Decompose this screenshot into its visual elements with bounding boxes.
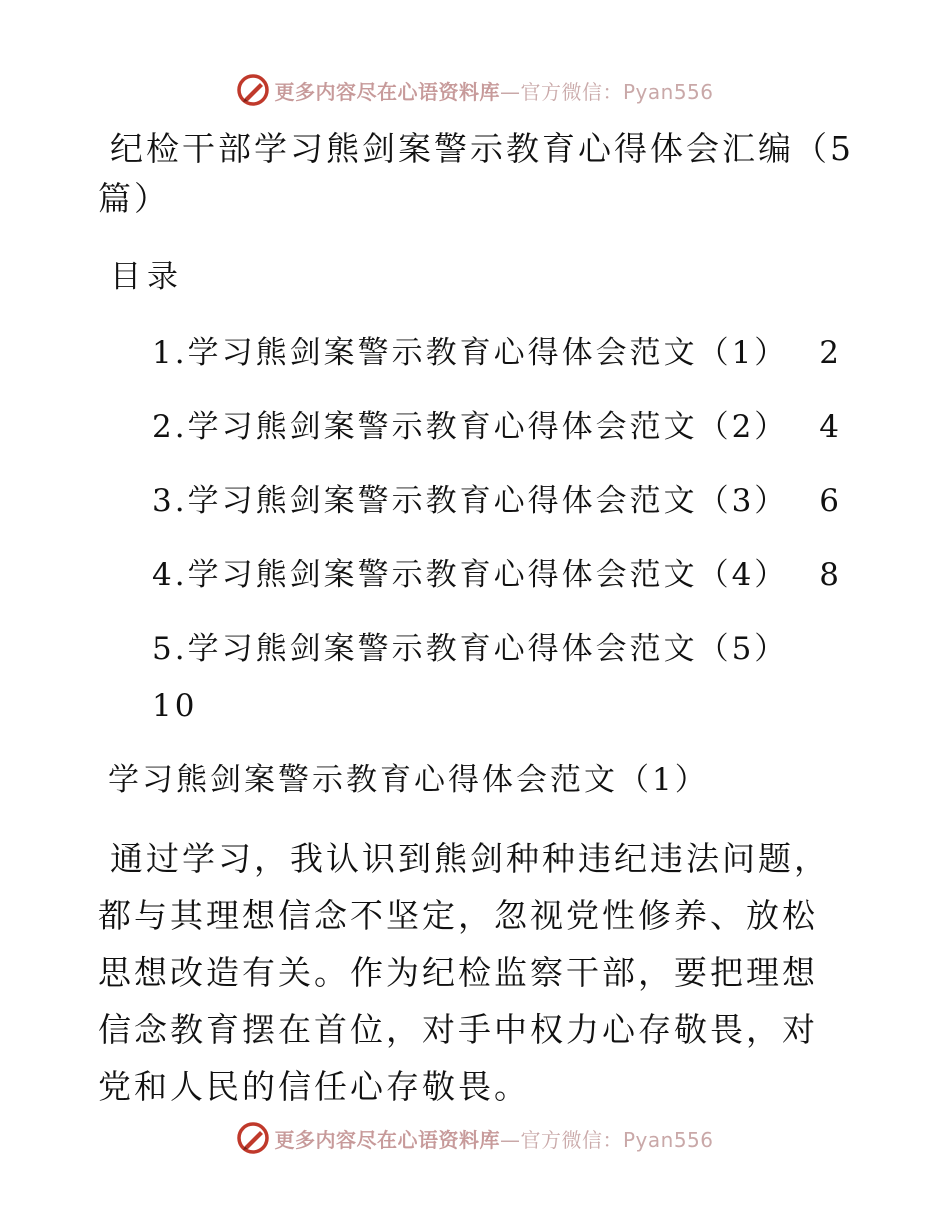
watermark-wechat-label: 官方微信： — [520, 1127, 623, 1152]
watermark-separator: — — [499, 79, 521, 104]
toc-item-page: 10 — [152, 688, 198, 724]
watermark-main: 更多内容尽在心语资料库 — [274, 1127, 500, 1152]
watermark-banner-top — [0, 70, 950, 110]
toc-item-label: 1.学习熊剑案警示教育心得体会范文（1） — [152, 335, 789, 371]
toc-item-1[interactable] — [152, 330, 842, 404]
toc-item-2[interactable] — [152, 404, 842, 478]
watermark-banner-bottom — [0, 1118, 950, 1158]
toc-item-page: 4 — [819, 409, 842, 445]
toc-item-page: 6 — [819, 483, 842, 519]
table-of-contents — [152, 330, 842, 724]
toc-item-4[interactable] — [152, 552, 842, 626]
toc-item-label: 2.学习熊剑案警示教育心得体会范文（2） — [152, 409, 789, 445]
toc-item-label: 5.学习熊剑案警示教育心得体会范文（5） — [152, 631, 789, 667]
toc-item-page: 8 — [819, 557, 842, 593]
toc-item-page: 2 — [819, 335, 842, 371]
body-paragraph: 通过学习，我认识到熊剑种种违纪违法问题，都与其理想信念不坚定，忽视党性修养、放松思想改造有关。作为纪检监察干部，要把理想信念教育摆在首位，对手中权力心存敬畏，对党和人民的信任心存敬畏。 — [98, 839, 830, 1106]
watermark-main: 更多内容尽在心语资料库 — [274, 79, 500, 104]
toc-item-3[interactable] — [152, 478, 842, 552]
toc-item-label: 4.学习熊剑案警示教育心得体会范文（4） — [152, 557, 789, 593]
brand-logo-icon — [236, 1121, 270, 1155]
toc-item-label: 3.学习熊剑案警示教育心得体会范文（3） — [152, 483, 789, 519]
watermark-text — [274, 1124, 713, 1153]
watermark-wechat-label: 官方微信： — [520, 79, 623, 104]
toc-heading: 目录 — [110, 259, 184, 295]
watermark-wechat-id: Pyan556 — [622, 79, 714, 104]
toc-item-5[interactable] — [152, 626, 842, 724]
section-title: 学习熊剑案警示教育心得体会范文（1） — [108, 762, 709, 798]
brand-logo-icon — [236, 73, 270, 107]
watermark-wechat-id: Pyan556 — [622, 1127, 714, 1152]
document-title: 纪检干部学习熊剑案警示教育心得体会汇编（5篇） — [98, 129, 854, 218]
watermark-separator: — — [499, 1127, 521, 1152]
watermark-text — [274, 76, 713, 105]
